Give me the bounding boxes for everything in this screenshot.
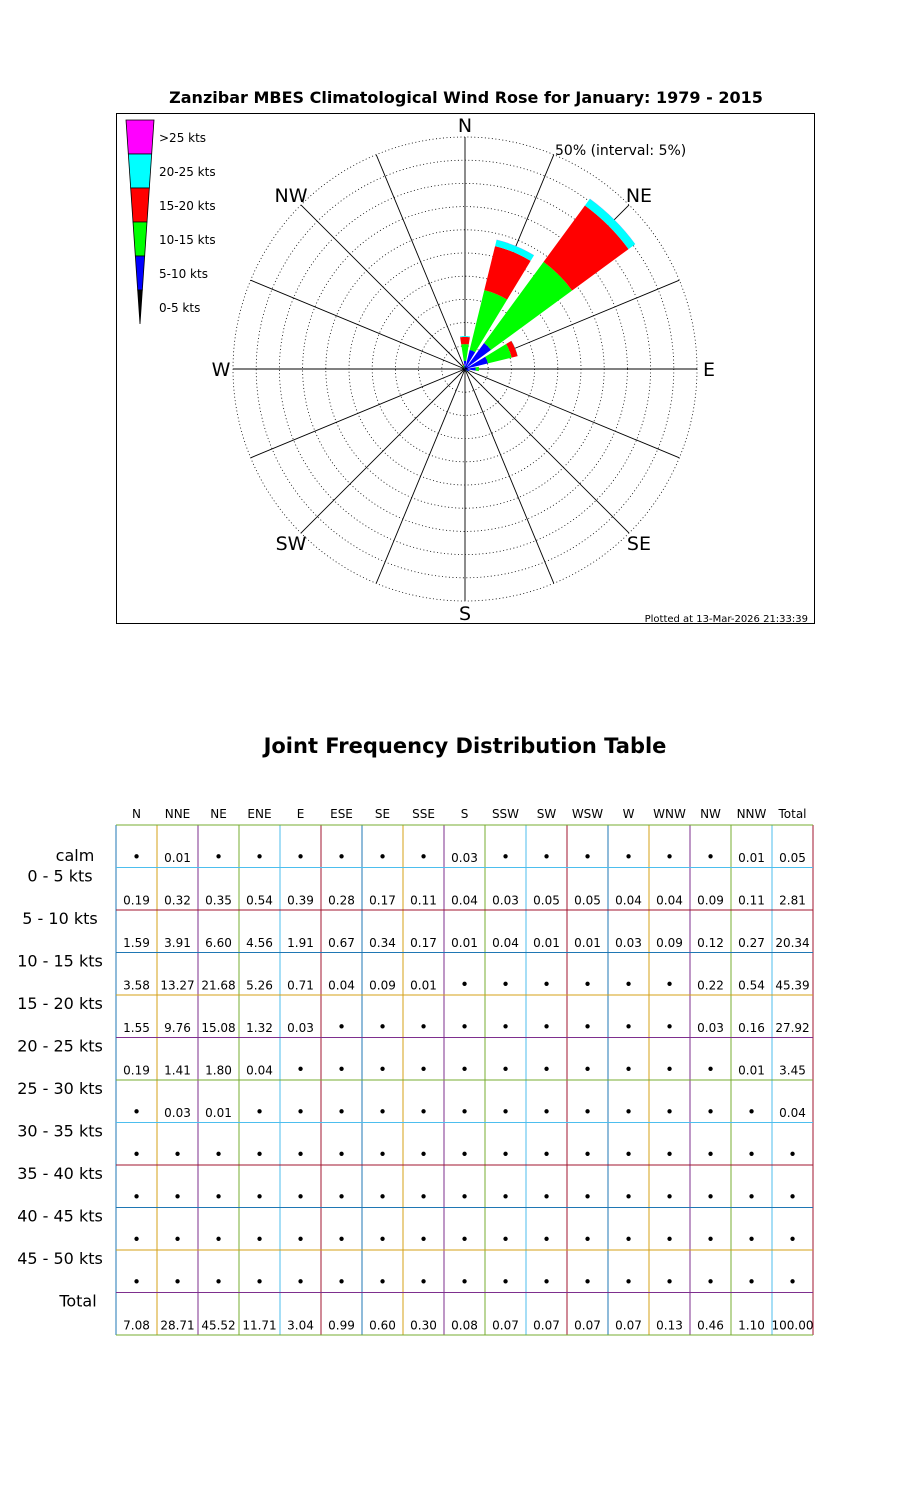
cell-dot: • bbox=[624, 1018, 633, 1036]
cell-value: 27.92 bbox=[775, 1021, 810, 1035]
cell-dot: • bbox=[460, 1145, 469, 1164]
cell-value: 0.19 bbox=[123, 1063, 150, 1078]
cell-value: 3.91 bbox=[164, 936, 191, 950]
cell-dot: • bbox=[337, 848, 346, 866]
cell-dot: • bbox=[665, 1273, 674, 1291]
cell-dot: • bbox=[419, 1230, 428, 1249]
cell-value: 0.28 bbox=[328, 893, 355, 908]
legend-label: 20-25 kts bbox=[159, 165, 216, 179]
cell-dot: • bbox=[501, 1188, 510, 1206]
cell-dot: • bbox=[296, 1230, 305, 1249]
column-header: NE bbox=[210, 807, 227, 821]
cell-value: 0.07 bbox=[574, 1318, 601, 1333]
cell-dot: • bbox=[665, 848, 674, 866]
cell-value: 1.91 bbox=[287, 936, 314, 950]
cell-dot: • bbox=[542, 1018, 551, 1036]
petal-e bbox=[476, 367, 479, 371]
cell-value: 0.39 bbox=[287, 893, 314, 908]
cell-value: 100.00 bbox=[771, 1318, 814, 1333]
cell-dot: • bbox=[378, 1188, 387, 1206]
cell-dot: • bbox=[173, 1145, 182, 1164]
cell-value: 6.60 bbox=[205, 936, 232, 950]
cell-value: 0.04 bbox=[615, 893, 642, 908]
cell-dot: • bbox=[665, 1145, 674, 1164]
cell-dot: • bbox=[706, 1145, 715, 1164]
cell-dot: • bbox=[624, 1273, 633, 1291]
compass-label-se: SE bbox=[626, 532, 651, 555]
cell-dot: • bbox=[460, 975, 469, 994]
cell-value: 0.03 bbox=[164, 1106, 191, 1120]
cell-dot: • bbox=[706, 1060, 715, 1079]
column-header: NNE bbox=[164, 807, 191, 821]
cell-value: 0.34 bbox=[369, 936, 396, 950]
legend-swatch bbox=[135, 256, 144, 290]
column-header: SSW bbox=[491, 807, 520, 821]
cell-value: 5.26 bbox=[246, 978, 273, 993]
column-header: ENE bbox=[247, 807, 272, 821]
cell-value: 0.01 bbox=[738, 1063, 765, 1078]
cell-value: 0.03 bbox=[451, 851, 478, 865]
cell-dot: • bbox=[501, 975, 510, 994]
legend-swatch bbox=[138, 290, 143, 324]
cell-dot: • bbox=[665, 1018, 674, 1036]
wind-rose-chart bbox=[116, 113, 816, 625]
cell-dot: • bbox=[460, 1188, 469, 1206]
cell-dot: • bbox=[214, 1230, 223, 1249]
cell-dot: • bbox=[788, 1188, 797, 1206]
cell-dot: • bbox=[255, 1273, 264, 1291]
cell-dot: • bbox=[583, 848, 592, 866]
cell-dot: • bbox=[624, 1188, 633, 1206]
cell-dot: • bbox=[583, 1273, 592, 1291]
cell-dot: • bbox=[419, 1145, 428, 1164]
cell-dot: • bbox=[624, 1230, 633, 1249]
row-label: 20 - 25 kts bbox=[17, 1036, 103, 1056]
cell-dot: • bbox=[460, 1018, 469, 1036]
cell-value: 0.05 bbox=[533, 893, 560, 908]
cell-dot: • bbox=[624, 1103, 633, 1121]
cell-value: 0.17 bbox=[369, 893, 396, 908]
cell-dot: • bbox=[624, 1145, 633, 1164]
cell-dot: • bbox=[173, 1230, 182, 1249]
cell-value: 0.03 bbox=[615, 936, 642, 950]
cell-dot: • bbox=[337, 1018, 346, 1036]
cell-value: 0.17 bbox=[410, 936, 437, 950]
compass-label-s: S bbox=[458, 603, 472, 625]
cell-value: 0.54 bbox=[246, 893, 273, 908]
row-label: calm bbox=[55, 846, 95, 865]
cell-dot: • bbox=[378, 1060, 387, 1079]
legend-label: >25 kts bbox=[159, 131, 207, 145]
cell-value: 4.56 bbox=[246, 936, 273, 950]
cell-value: 0.35 bbox=[205, 893, 232, 908]
row-label: 30 - 35 kts bbox=[17, 1121, 103, 1141]
row-label: 45 - 50 kts bbox=[17, 1249, 103, 1268]
cell-value: 0.03 bbox=[287, 1021, 314, 1035]
cell-value: 0.16 bbox=[738, 1021, 765, 1035]
cell-value: 0.04 bbox=[246, 1063, 273, 1078]
cell-value: 0.12 bbox=[697, 936, 724, 950]
table-title: Joint Frequency Distribution Table bbox=[263, 734, 667, 758]
cell-dot: • bbox=[296, 1060, 305, 1079]
column-header: SW bbox=[536, 807, 557, 821]
cell-dot: • bbox=[337, 1103, 346, 1121]
cell-value: 1.55 bbox=[123, 1021, 150, 1035]
cell-value: 45.39 bbox=[775, 978, 810, 993]
cell-dot: • bbox=[214, 1188, 223, 1206]
cell-value: 0.01 bbox=[738, 851, 765, 865]
cell-value: 0.03 bbox=[492, 893, 519, 908]
cell-dot: • bbox=[132, 1103, 141, 1121]
cell-dot: • bbox=[255, 1230, 264, 1249]
column-header: Total bbox=[778, 807, 807, 821]
cell-dot: • bbox=[255, 1103, 264, 1121]
cell-dot: • bbox=[378, 1273, 387, 1291]
cell-dot: • bbox=[296, 1103, 305, 1121]
cell-value: 0.99 bbox=[328, 1318, 355, 1333]
row-label: 15 - 20 kts bbox=[17, 994, 103, 1013]
row-label: Total bbox=[59, 1291, 97, 1311]
cell-dot: • bbox=[378, 1230, 387, 1249]
cell-dot: • bbox=[583, 975, 592, 994]
cell-value: 20.34 bbox=[775, 936, 810, 950]
grid-spoke bbox=[251, 369, 465, 458]
cell-dot: • bbox=[255, 848, 264, 866]
cell-value: 0.01 bbox=[533, 936, 560, 950]
cell-dot: • bbox=[788, 1230, 797, 1249]
cell-dot: • bbox=[419, 1188, 428, 1206]
cell-value: 0.01 bbox=[410, 978, 437, 993]
cell-value: 0.32 bbox=[164, 893, 191, 908]
cell-dot: • bbox=[337, 1273, 346, 1291]
cell-value: 0.67 bbox=[328, 936, 355, 950]
cell-dot: • bbox=[419, 848, 428, 866]
cell-dot: • bbox=[542, 1145, 551, 1164]
legend-label: 15-20 kts bbox=[159, 199, 216, 213]
cell-dot: • bbox=[624, 975, 633, 994]
cell-dot: • bbox=[706, 1188, 715, 1206]
legend-label: 0-5 kts bbox=[159, 301, 201, 315]
compass-label-n: N bbox=[457, 115, 473, 137]
cell-value: 0.46 bbox=[697, 1318, 724, 1333]
cell-value: 0.05 bbox=[574, 893, 601, 908]
cell-dot: • bbox=[173, 1188, 182, 1206]
rose-petals bbox=[460, 199, 635, 372]
grid-spoke bbox=[376, 369, 465, 583]
cell-value: 0.54 bbox=[738, 978, 765, 993]
cell-value: 0.11 bbox=[410, 893, 437, 908]
cell-dot: • bbox=[296, 1188, 305, 1206]
cell-dot: • bbox=[583, 1145, 592, 1164]
column-header: NNW bbox=[736, 807, 767, 821]
cell-dot: • bbox=[378, 1018, 387, 1036]
cell-value: 45.52 bbox=[201, 1318, 236, 1333]
cell-value: 0.01 bbox=[164, 851, 191, 865]
grid-spoke bbox=[376, 155, 465, 369]
cell-dot: • bbox=[132, 1230, 141, 1249]
grid-spoke bbox=[251, 280, 465, 369]
grid-spoke bbox=[301, 205, 465, 369]
cell-dot: • bbox=[255, 1145, 264, 1164]
row-label: 40 - 45 kts bbox=[17, 1206, 103, 1226]
cell-dot: • bbox=[132, 1273, 141, 1291]
cell-dot: • bbox=[665, 1188, 674, 1206]
cell-dot: • bbox=[747, 1145, 756, 1164]
cell-value: 13.27 bbox=[160, 978, 195, 993]
cell-dot: • bbox=[337, 1188, 346, 1206]
cell-dot: • bbox=[542, 1060, 551, 1079]
cell-dot: • bbox=[542, 848, 551, 866]
cell-dot: • bbox=[460, 1273, 469, 1291]
cell-dot: • bbox=[173, 1273, 182, 1291]
legend-label: 10-15 kts bbox=[159, 233, 216, 247]
cell-dot: • bbox=[132, 1188, 141, 1206]
row-label: 5 - 10 kts bbox=[22, 909, 98, 928]
cell-dot: • bbox=[542, 1230, 551, 1249]
cell-value: 0.03 bbox=[697, 1021, 724, 1035]
cell-value: 21.68 bbox=[201, 978, 236, 993]
cell-dot: • bbox=[419, 1273, 428, 1291]
cell-value: 0.04 bbox=[328, 978, 355, 993]
grid-spoke bbox=[301, 369, 465, 533]
cell-dot: • bbox=[419, 1060, 428, 1079]
column-header: W bbox=[622, 807, 635, 821]
cell-value: 0.05 bbox=[779, 851, 806, 865]
legend-swatch bbox=[126, 120, 154, 154]
cell-value: 0.08 bbox=[451, 1318, 478, 1333]
cell-value: 0.13 bbox=[656, 1318, 683, 1333]
cell-value: 2.81 bbox=[779, 893, 806, 908]
cell-value: 0.22 bbox=[697, 978, 724, 993]
cell-dot: • bbox=[501, 1273, 510, 1291]
cell-dot: • bbox=[296, 1145, 305, 1164]
cell-value: 3.58 bbox=[123, 978, 150, 993]
cell-value: 1.32 bbox=[246, 1021, 273, 1035]
cell-dot: • bbox=[132, 848, 141, 866]
cell-dot: • bbox=[501, 1103, 510, 1121]
grid-spoke bbox=[465, 369, 679, 458]
row-label: 10 - 15 kts bbox=[17, 951, 103, 971]
cell-dot: • bbox=[747, 1188, 756, 1206]
cell-dot: • bbox=[378, 848, 387, 866]
cell-value: 0.07 bbox=[492, 1318, 519, 1333]
cell-value: 0.01 bbox=[451, 936, 478, 950]
cell-dot: • bbox=[706, 1273, 715, 1291]
cell-dot: • bbox=[378, 1103, 387, 1121]
cell-value: 0.27 bbox=[738, 936, 765, 950]
cell-dot: • bbox=[706, 1103, 715, 1121]
compass-label-e: E bbox=[702, 359, 716, 381]
cell-value: 0.04 bbox=[451, 893, 478, 908]
cell-value: 11.71 bbox=[242, 1318, 277, 1333]
cell-value: 1.80 bbox=[205, 1063, 232, 1078]
cell-dot: • bbox=[255, 1188, 264, 1206]
cell-dot: • bbox=[296, 1273, 305, 1291]
column-header: NW bbox=[700, 807, 721, 821]
cell-value: 9.76 bbox=[164, 1021, 191, 1035]
cell-dot: • bbox=[337, 1145, 346, 1164]
cell-dot: • bbox=[542, 1103, 551, 1121]
cell-value: 0.04 bbox=[656, 893, 683, 908]
cell-dot: • bbox=[583, 1018, 592, 1036]
cell-dot: • bbox=[501, 1145, 510, 1164]
cell-dot: • bbox=[624, 848, 633, 866]
cell-dot: • bbox=[296, 848, 305, 866]
cell-dot: • bbox=[665, 1103, 674, 1121]
legend-swatch bbox=[131, 188, 150, 222]
legend-label: 5-10 kts bbox=[159, 267, 208, 281]
cell-value: 0.19 bbox=[123, 893, 150, 908]
cell-dot: • bbox=[460, 1060, 469, 1079]
cell-dot: • bbox=[583, 1103, 592, 1121]
cell-dot: • bbox=[583, 1188, 592, 1206]
cell-dot: • bbox=[583, 1060, 592, 1079]
cell-dot: • bbox=[706, 848, 715, 866]
cell-dot: • bbox=[542, 1273, 551, 1291]
cell-value: 3.04 bbox=[287, 1318, 314, 1333]
cell-dot: • bbox=[665, 1060, 674, 1079]
column-header: SSE bbox=[412, 807, 435, 821]
cell-value: 0.30 bbox=[410, 1318, 437, 1333]
cell-value: 0.09 bbox=[369, 978, 396, 993]
cell-dot: • bbox=[378, 1145, 387, 1164]
cell-dot: • bbox=[460, 1103, 469, 1121]
cell-value: 0.60 bbox=[369, 1318, 396, 1333]
compass-label-sw: SW bbox=[275, 532, 307, 555]
cell-dot: • bbox=[747, 1230, 756, 1249]
row-label: 25 - 30 kts bbox=[17, 1079, 103, 1098]
plot-timestamp: Plotted at 13-Mar-2026 21:33:39 bbox=[644, 614, 808, 625]
cell-dot: • bbox=[747, 1273, 756, 1291]
column-header: SE bbox=[374, 807, 391, 821]
cell-value: 0.01 bbox=[205, 1106, 232, 1120]
cell-value: 0.07 bbox=[615, 1318, 642, 1333]
legend-swatch bbox=[128, 154, 151, 188]
column-header: ESE bbox=[330, 807, 353, 821]
cell-value: 0.07 bbox=[533, 1318, 560, 1333]
cell-value: 0.09 bbox=[697, 893, 724, 908]
column-header: N bbox=[132, 807, 141, 821]
cell-value: 0.71 bbox=[287, 978, 314, 993]
cell-dot: • bbox=[460, 1230, 469, 1249]
cell-dot: • bbox=[214, 1145, 223, 1164]
cell-dot: • bbox=[501, 1230, 510, 1249]
rose-legend bbox=[126, 120, 216, 324]
cell-dot: • bbox=[542, 975, 551, 994]
column-header: WNW bbox=[653, 807, 686, 821]
cell-dot: • bbox=[501, 1018, 510, 1036]
cell-dot: • bbox=[542, 1188, 551, 1206]
grid-spoke bbox=[465, 369, 554, 583]
petal-n bbox=[460, 337, 470, 344]
cell-dot: • bbox=[624, 1060, 633, 1079]
cell-value: 3.45 bbox=[779, 1063, 806, 1078]
cell-dot: • bbox=[788, 1145, 797, 1164]
cell-dot: • bbox=[665, 1230, 674, 1249]
cell-dot: • bbox=[214, 848, 223, 866]
cell-value: 1.41 bbox=[164, 1063, 191, 1078]
cell-dot: • bbox=[706, 1230, 715, 1249]
cell-dot: • bbox=[501, 1060, 510, 1079]
wind-rose-title: Zanzibar MBES Climatological Wind Rose for January: 1979 - 2015 bbox=[169, 88, 763, 107]
scale-label: 50% (interval: 5%) bbox=[555, 143, 687, 159]
joint-frequency-table bbox=[0, 800, 900, 1345]
cell-value: 0.04 bbox=[492, 936, 519, 950]
cell-dot: • bbox=[132, 1145, 141, 1164]
compass-label-w: W bbox=[211, 359, 231, 381]
cell-value: 28.71 bbox=[160, 1318, 195, 1333]
legend-swatch bbox=[133, 222, 147, 256]
column-header: S bbox=[460, 807, 469, 821]
cell-value: 0.01 bbox=[574, 936, 601, 950]
cell-value: 1.10 bbox=[738, 1318, 765, 1333]
row-label: 35 - 40 kts bbox=[17, 1164, 103, 1183]
cell-dot: • bbox=[583, 1230, 592, 1249]
cell-value: 0.09 bbox=[656, 936, 683, 950]
cell-value: 7.08 bbox=[123, 1318, 150, 1333]
cell-value: 1.59 bbox=[123, 936, 150, 950]
cell-dot: • bbox=[337, 1230, 346, 1249]
compass-label-nw: NW bbox=[274, 185, 308, 208]
cell-value: 0.04 bbox=[779, 1106, 806, 1120]
cell-dot: • bbox=[788, 1273, 797, 1291]
cell-dot: • bbox=[337, 1060, 346, 1079]
column-header: WSW bbox=[571, 807, 604, 821]
row-label: 0 - 5 kts bbox=[27, 866, 93, 886]
cell-value: 15.08 bbox=[201, 1021, 236, 1035]
cell-value: 0.11 bbox=[738, 893, 765, 908]
grid-spoke bbox=[465, 369, 629, 533]
column-header: E bbox=[296, 807, 305, 821]
cell-dot: • bbox=[419, 1018, 428, 1036]
cell-dot: • bbox=[501, 848, 510, 866]
cell-dot: • bbox=[419, 1103, 428, 1121]
cell-dot: • bbox=[747, 1103, 756, 1121]
cell-dot: • bbox=[665, 975, 674, 994]
compass-label-ne: NE bbox=[625, 185, 653, 208]
cell-dot: • bbox=[214, 1273, 223, 1291]
